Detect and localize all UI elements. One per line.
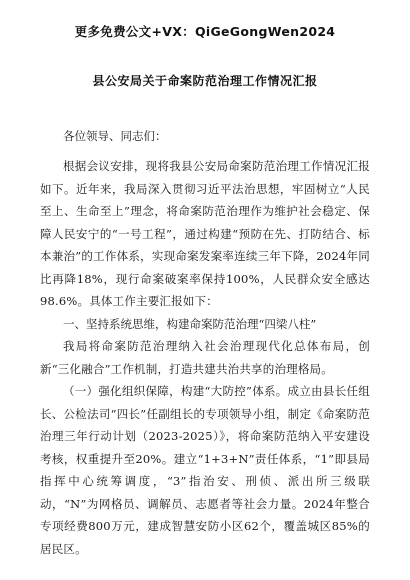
document-title: 县公安局关于命案防范治理工作情况汇报: [92, 74, 318, 88]
section-one-paragraph: 我局将命案防范治理纳入社会治理现代化总体布局，创新“三化融合”工作机制，打造共建共治共享的治理格局。: [40, 339, 370, 376]
subsection-one-paragraph: （一）强化组织保障，构建“大防控”体系。成立由县长任组长、公检法司“四长”任副组长的专项领导小组，制定《命案防范治理三年行动计划（2023-2025）》，将命案防范纳入平安建设考核，权重提升至20%。建立“1+3+N”责任体系，“1”即县局指挥中心统筹调度，“3”指治安、刑侦、派出所三级联动，“N”为网格员、调解员、志愿者等社会力量。2024年整合专项经费800万元，建成智慧安防小区62个，覆盖城区85%的居民区。: [40, 384, 370, 556]
intro-paragraph: 根据会议安排，现将我县公安局命案防范治理工作情况汇报如下。近年来，我局深入贯彻习近平法治思想，牢固树立“人民至上、生命至上”理念，将命案防范治理作为维护社会稳定、保障人民安宁的“一号工程”，通过构建“预防在先、打防结合、标本兼治”的工作体系，实现命案发案率连续三年下降，2024年同比再降18%，现行命案破案率保持100%，人民群众安全感达98.6%。具体工作主要汇报如下：: [40, 159, 370, 308]
promo-header-text: 更多免费公文+VX：QiGeGongWen2024: [74, 24, 336, 39]
section-one-heading: 一、坚持系统思维，构建命案防范治理“四梁八柱”: [63, 316, 317, 331]
salutation-line: 各位领导、同志们：: [63, 129, 167, 143]
